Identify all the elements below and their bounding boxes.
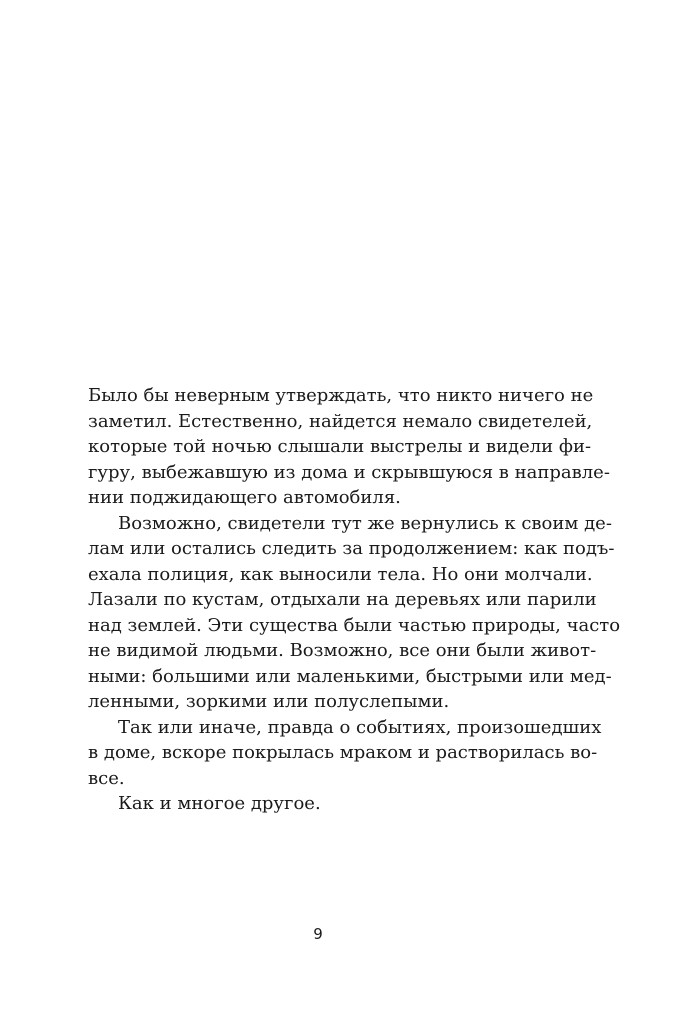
text-line: Лазали по кустам, отдыхали на деревьях или парили — [88, 589, 597, 610]
text-line: Было бы неверным утверждать, что никто ничего не — [88, 385, 594, 406]
text-line: нии поджидающего автомобиля. — [88, 487, 401, 508]
text-line: которые той ночью слышали выстрелы и видели фи- — [88, 436, 592, 457]
text-line: ленными, зоркими или полуслепыми. — [88, 691, 450, 712]
text-line: гуру, выбежавшую из дома и скрывшуюся в направле- — [88, 461, 610, 483]
page-number: 9 — [313, 925, 323, 943]
text-line: ными: большими или маленькими, быстрыми или мед- — [88, 665, 612, 687]
text-line: Так или иначе, правда о событиях, произошедших — [118, 716, 602, 738]
text-line: в доме, вскоре покрылась мраком и растворилась во- — [88, 742, 598, 763]
text-line: все. — [88, 767, 125, 789]
paragraph-1 — [88, 383, 610, 511]
paragraph-4 — [88, 791, 548, 817]
text-line: заметил. Естественно, найдется немало свидетелей, — [88, 410, 593, 432]
paragraph-3 — [88, 715, 602, 792]
text-line: ехала полиция, как выносили тела. Но они молчали. — [88, 563, 593, 585]
text-line: лам или остались следить за продолжением: как подъ- — [88, 538, 615, 559]
text-line: над землей. Эти существа были частью природы, часто — [88, 614, 621, 636]
text-line: Возможно, свидетели тут же вернулись к своим де- — [118, 512, 612, 534]
text-line: не видимой людьми. Возможно, все они были живот- — [88, 640, 597, 661]
text-line: Как и многое другое. — [118, 793, 321, 814]
body-text — [88, 383, 621, 817]
paragraph-2 — [88, 511, 621, 715]
